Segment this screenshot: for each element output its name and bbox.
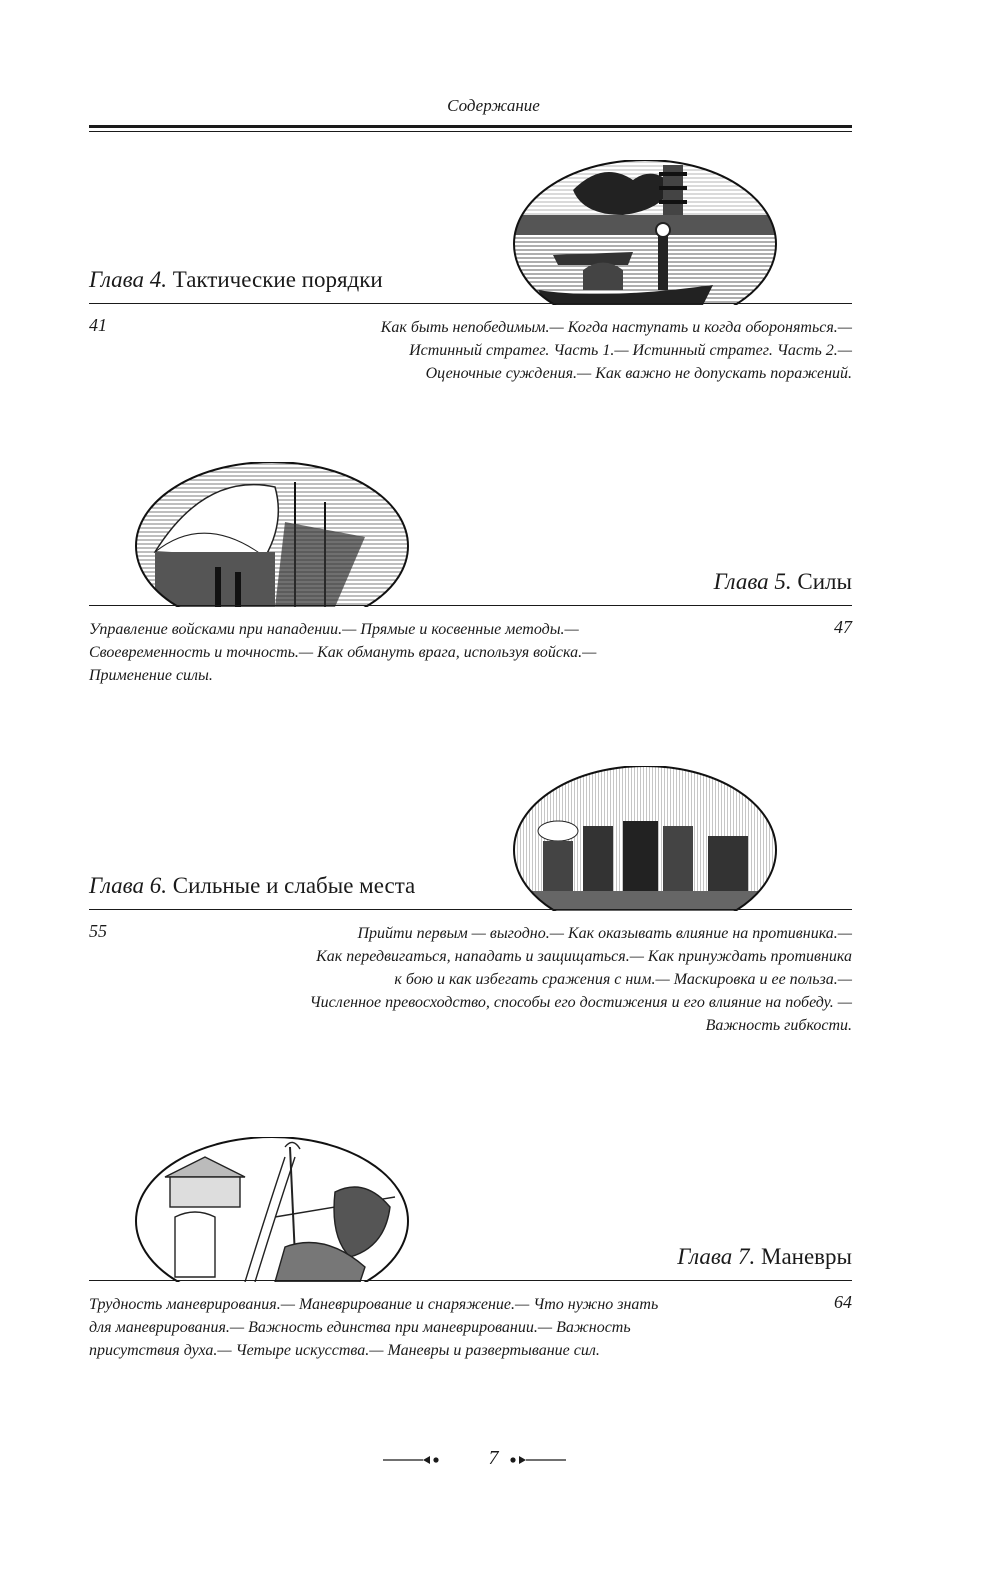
- chapter-description: [89, 618, 769, 687]
- chapter-description: [252, 316, 852, 385]
- description-line: Своевременность и точность.— Как обмануть врага, используя войска.—: [89, 644, 597, 661]
- description-line: Прийти первым — выгодно.— Как оказывать влияние на противника.—: [357, 925, 852, 942]
- right-ornament-icon: [508, 1453, 566, 1467]
- description-line: Трудность маневрирования.— Маневрирование и снаряжение.— Что нужно знать: [89, 1296, 659, 1313]
- chapter-6: [89, 766, 852, 1066]
- harbor-engraving-vignette: [513, 160, 777, 305]
- chapter-label: Глава 5.: [713, 569, 792, 594]
- chapter-name: Маневры: [761, 1244, 852, 1269]
- description-line: Применение силы.: [89, 667, 213, 684]
- chapter-label: Глава 6.: [89, 873, 167, 898]
- header-rule-thick: [89, 125, 852, 128]
- chapter-5: [89, 462, 852, 702]
- description-line: для маневрирования.— Важность единства при маневрировании.— Важность: [89, 1319, 631, 1336]
- chapter-name: Силы: [797, 569, 852, 594]
- description-line: присутствия духа.— Четыре искусства.— Маневры и развертывание сил.: [89, 1342, 600, 1359]
- description-line: Численное превосходство, способы его достижения и его влияние на победу. —: [309, 994, 852, 1011]
- chapter-title: [89, 267, 383, 293]
- page-number: 7: [488, 1447, 499, 1469]
- tent-camp-engraving-vignette: [135, 462, 409, 607]
- audience-engraving-vignette: [513, 766, 777, 911]
- description-line: Как передвигаться, нападать и защищаться.— Как принуждать противника: [316, 948, 852, 965]
- chapter-rule: [89, 909, 852, 910]
- description-line: к бою и как избегать сражения с ним.— Маскировка и ее польза.—: [394, 971, 852, 988]
- chapter-4: [89, 160, 852, 400]
- chapter-page-number: 41: [89, 315, 107, 335]
- chapter-rule: [89, 605, 852, 606]
- chapter-label: Глава 7.: [677, 1244, 756, 1269]
- description-line: Истинный стратег. Часть 1.— Истинный стратег. Часть 2.—: [409, 342, 852, 359]
- chapter-name: Сильные и слабые места: [172, 873, 416, 898]
- description-line: Как быть непобедимым.— Когда наступать и когда обороняться.—: [380, 319, 852, 336]
- chapter-page-number: 55: [89, 921, 107, 941]
- chapter-description: [172, 922, 852, 1037]
- chapter-description: [89, 1293, 789, 1362]
- chapter-rule: [89, 1280, 852, 1281]
- chapter-title: [89, 873, 415, 899]
- description-line: Управление войсками при нападении.— Прямые и косвенные методы.—: [89, 621, 579, 638]
- chapter-7: [89, 1137, 852, 1377]
- chapter-label: Глава 4.: [89, 267, 167, 292]
- battle-engraving-vignette: [135, 1137, 409, 1282]
- chapter-page-number: 64: [834, 1292, 852, 1312]
- chapter-page-number: 47: [834, 617, 852, 637]
- chapter-name: Тактические порядки: [172, 267, 383, 292]
- chapter-title: [714, 569, 852, 595]
- description-line: Важность гибкости.: [705, 1017, 852, 1034]
- chapter-title: [677, 1244, 852, 1270]
- chapter-rule: [89, 303, 852, 304]
- running-head: Содержание: [447, 96, 540, 115]
- description-line: Оценочные суждения.— Как важно не допускать поражений.: [425, 365, 852, 382]
- header-rule-thin: [89, 131, 852, 132]
